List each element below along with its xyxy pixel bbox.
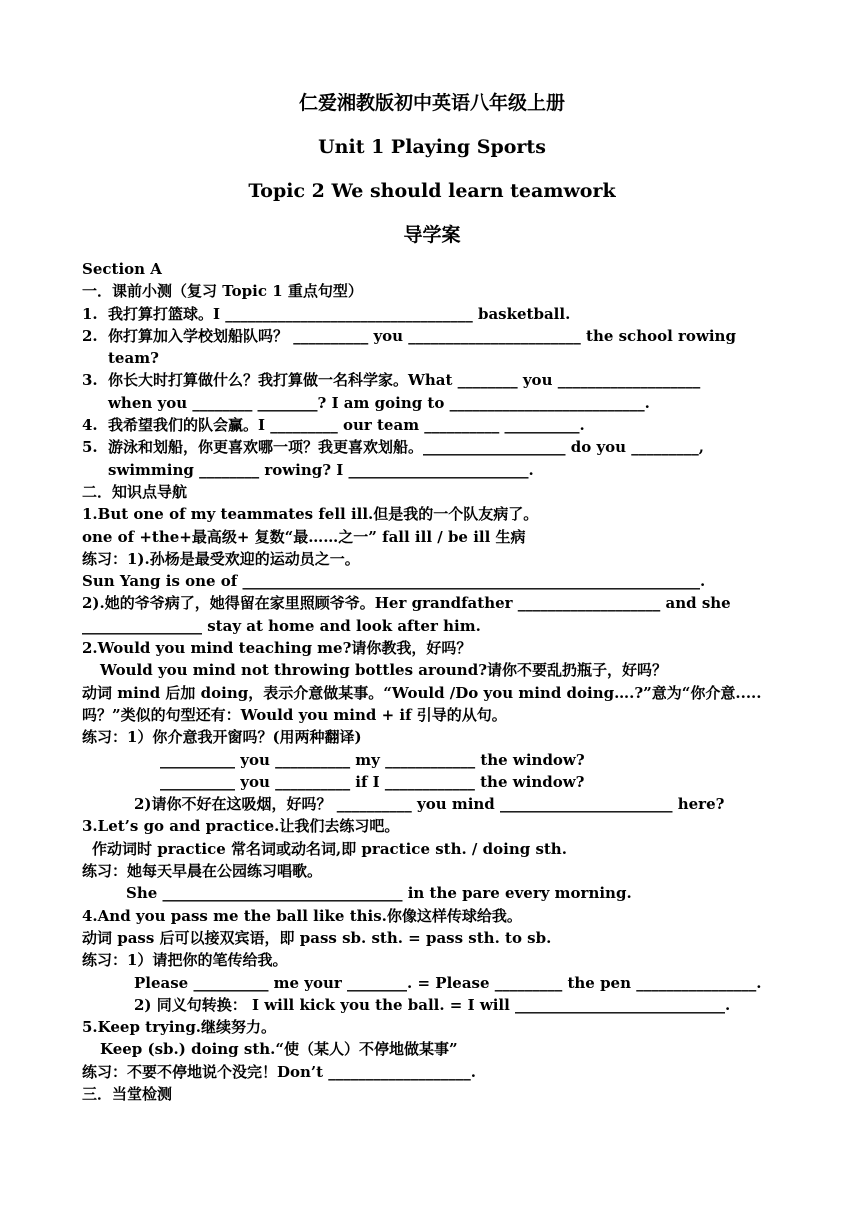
exercise-number: 2. <box>82 326 98 345</box>
exercise-continuation: when you ________ ________? I am going to __________________________. <box>108 393 650 412</box>
point-note: 作动词时 practice 常名词或动名词,即 practice sth. / doing sth. <box>92 839 567 858</box>
exercise-line <box>82 369 782 391</box>
practice-line: 2)请你不好在这吸烟，好吗？ __________ you mind _______________________ here? <box>134 795 725 814</box>
point-note: 动词 pass 后可以接双宾语，即 pass sb. sth. = pass sth. to sb. <box>82 928 552 947</box>
exercise-number: 4. <box>82 416 98 435</box>
practice-line: 2).她的爷爷病了，她得留在家里照顾爷爷。Her grandfather ___________________ and she <box>82 594 731 613</box>
exercise-continuation: swimming ________ rowing? I ________________________. <box>108 460 534 479</box>
exercise-text: 游泳和划船，你更喜欢哪一项？我更喜欢划船。___________________ do you _________, <box>108 438 705 457</box>
point-note: Keep (sb.) doing sth.“使（某人）不停地做某事” <box>100 1040 458 1059</box>
practice-line: 练习：不要不停地说个没完！Don’t ___________________. <box>82 1062 477 1081</box>
point-heading: 4.And you pass me the ball like this.你像这样传球给我。 <box>82 906 522 925</box>
part-three-heading: 三．当堂检测 <box>82 1084 173 1103</box>
exercise-text: 你长大时打算做什么？我打算做一名科学家。What ________ you ___________________ <box>108 371 701 390</box>
point-note: 吗？”类似的句型还有：Would you mind + if 引导的从句。 <box>82 705 507 724</box>
practice-line: 练习：她每天早晨在公园练习唱歌。 <box>82 862 323 881</box>
topic-title: Topic 2 We should learn teamwork <box>248 180 616 202</box>
point-heading: 1.But one of my teammates fell ill.但是我的一个队友病了。 <box>82 505 539 524</box>
point-heading: 2.Would you mind teaching me?请你教我，好吗？ <box>82 639 472 658</box>
exercise-line <box>82 325 782 347</box>
practice-blank-line: She ________________________________ in the pare every morning. <box>126 884 632 903</box>
unit-title: Unit 1 Playing Sports <box>318 136 546 158</box>
practice-blank-line: __________ you __________ if I ____________ the window? <box>160 772 585 791</box>
practice-blank-line: __________ you __________ my ____________ the window? <box>160 750 585 769</box>
exercise-line <box>82 436 782 458</box>
exercise-text: 你打算加入学校划船队吗？ __________ you _______________________ the school rowing <box>108 326 736 345</box>
section-heading: Section A <box>82 260 162 278</box>
exercise-text: 我打算打篮球。I _________________________________ basketball. <box>108 304 571 323</box>
point-heading: 3.Let’s go and practice.让我们去练习吧。 <box>82 817 400 836</box>
example-sentence: Would you mind not throwing bottles around?请你不要乱扔瓶子，好吗？ <box>100 661 667 680</box>
point-note: one of +the+最高级+ 复数“最……之一” fall ill / be ill 生病 <box>82 527 526 546</box>
part-two-heading: 二．知识点导航 <box>82 482 188 501</box>
practice-line: 练习：1）你介意我开窗吗？(用两种翻译) <box>82 728 362 747</box>
point-heading: 5.Keep trying.继续努力。 <box>82 1018 277 1037</box>
exercise-line <box>82 303 782 325</box>
practice-line: 练习：1）请把你的笔传给我。 <box>82 951 288 970</box>
textbook-title: 仁爱湘教版初中英语八年级上册 <box>298 92 565 114</box>
exercise-number: 3. <box>82 371 98 390</box>
worksheet-page <box>82 90 782 1105</box>
practice-line: Sun Yang is one of _____________________________________________________________. <box>82 572 706 591</box>
exercise-text: 我希望我们的队会赢。I _________ our team __________ __________. <box>108 416 585 435</box>
practice-line: 练习：1).孙杨是最受欢迎的运动员之一。 <box>82 549 360 568</box>
exercise-line <box>82 414 782 436</box>
guide-title: 导学案 <box>403 224 461 246</box>
worksheet-body <box>82 258 782 1105</box>
practice-line: ________________ stay at home and look after him. <box>82 616 481 635</box>
exercise-number: 1. <box>82 304 98 323</box>
part-one-heading: 一．课前小测（复习 Topic 1 重点句型） <box>82 282 363 301</box>
exercise-number: 5. <box>82 438 98 457</box>
point-note: 动词 mind 后加 doing，表示介意做某事。“Would /Do you mind doing….?”意为“你介意..... <box>82 683 762 702</box>
exercise-continuation: team? <box>108 349 159 368</box>
practice-blank-line: Please __________ me your ________. = Please _________ the pen ________________. <box>134 973 762 992</box>
practice-blank-line: 2) 同义句转换： I will kick you the ball. = I will ____________________________. <box>134 995 731 1014</box>
